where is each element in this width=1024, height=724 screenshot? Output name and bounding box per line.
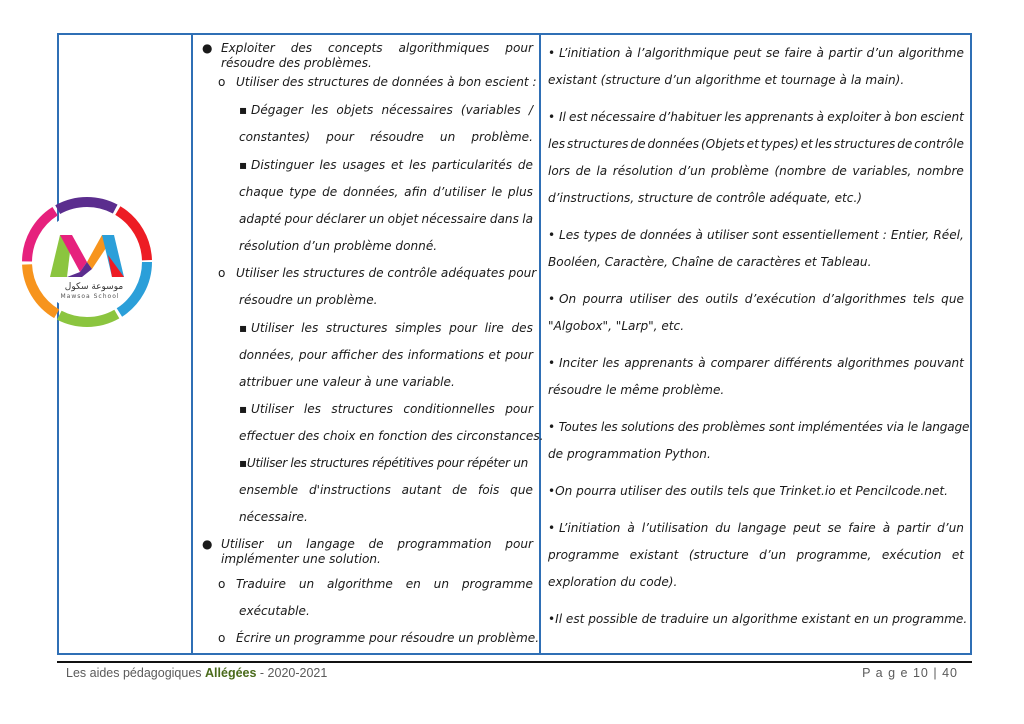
recommendation-text: •Il est possible de traduire un algorithme existant en un programme. xyxy=(548,612,968,626)
recommendation-text: résoudre le même problème. xyxy=(548,383,725,397)
bullet: ● xyxy=(202,41,213,55)
detail-text: attribuer une valeur à une variable. xyxy=(239,375,455,389)
page-separator: | xyxy=(933,666,938,680)
bullet: ● xyxy=(202,537,213,551)
recommendation-text: existant (structure d’un algorithme et tournage à la main). xyxy=(548,73,905,87)
detail-text: nécessaire. xyxy=(239,510,308,524)
recommendation-text: Booléen, Caractère, Chaîne de caractères et Tableau. xyxy=(548,255,872,269)
footer-rule xyxy=(57,661,972,663)
recommendation-text: • Les types de données à utiliser sont essentiellement : Entier, Réel, xyxy=(548,228,964,242)
detail-text: ▪ Distinguer les usages et les particularités de xyxy=(239,158,533,172)
recommendation-text: • Inciter les apprenants à comparer différents algorithmes pouvant xyxy=(548,356,964,370)
content-table xyxy=(57,33,972,655)
recommendation-text: de programmation Python. xyxy=(548,447,711,461)
page-label: P a g e xyxy=(862,666,909,680)
detail-text: adapté pour déclarer un objet nécessaire dans la xyxy=(239,212,533,226)
sub-objective-text: exécutable. xyxy=(239,604,310,618)
logo-graphic xyxy=(22,197,152,327)
circle-bullet: o xyxy=(218,266,226,280)
detail-text: effectuer des choix en fonction des circonstances. xyxy=(239,429,544,443)
circle-bullet: o xyxy=(218,75,226,89)
footer-bold-word: Allégées xyxy=(205,666,257,680)
sub-objective-text: résoudre un problème. xyxy=(239,293,378,307)
recommendations-column xyxy=(543,35,970,653)
objective-text: implémenter une solution. xyxy=(221,552,381,566)
recommendation-text: • Il est nécessaire d’habituer les apprenants à exploiter à bon escient xyxy=(548,110,964,124)
recommendation-text: • Toutes les solutions des problèmes sont implémentées via le langage xyxy=(548,420,970,434)
recommendation-text: d’instructions, structure de contrôle adéquate, etc.) xyxy=(548,191,863,205)
footer-document-title xyxy=(66,666,327,680)
footer-year: - 2020-2021 xyxy=(256,666,328,680)
recommendation-text: lors de la résolution d’un problème (nombre de variables, nombre xyxy=(548,164,964,178)
detail-text: données, pour afficher des informations et pour xyxy=(239,348,533,362)
detail-text: ▪ Utiliser les structures conditionnelles pour xyxy=(239,402,533,416)
recommendation-text: les structures de données (Objets et types) et les structures de contrôle xyxy=(548,137,964,151)
sub-objective-text: Traduire un algorithme en un programme xyxy=(236,577,533,591)
circle-bullet: o xyxy=(218,631,226,645)
page-total: 40 xyxy=(942,666,958,680)
recommendation-text: exploration du code). xyxy=(548,575,678,589)
sub-objective-text: Utiliser des structures de données à bon escient : xyxy=(236,75,537,89)
svg-text:Mawsoa School: Mawsoa School xyxy=(60,293,120,300)
footer-prefix: Les aides pédagogiques xyxy=(66,666,206,680)
objective-text: résoudre des problèmes. xyxy=(221,56,372,70)
svg-text:موسوعة سكول: موسوعة سكول xyxy=(64,282,124,292)
circle-bullet: o xyxy=(218,577,226,591)
recommendation-text: • L’initiation à l’algorithmique peut se faire à partir d’un algorithme xyxy=(548,46,964,60)
sub-objective-text: Utiliser les structures de contrôle adéquates pour xyxy=(236,266,537,280)
logo-column xyxy=(59,35,193,653)
page-indicator xyxy=(862,666,958,680)
recommendation-text: • L’initiation à l’utilisation du langage peut se faire à partir d’un xyxy=(548,521,964,535)
mawsoa-school-logo xyxy=(22,197,152,327)
sub-objective-text: Écrire un programme pour résoudre un problème. xyxy=(236,631,540,645)
detail-text: chaque type de données, afin d’utiliser le plus xyxy=(239,185,533,199)
page-number: 10 xyxy=(912,666,929,680)
detail-text: ▪ Dégager les objets nécessaires (variables / xyxy=(239,103,533,117)
recommendation-text: programme existant (structure d’un programme, exécution et xyxy=(548,548,964,562)
detail-text: résolution d’un problème donné. xyxy=(239,239,438,253)
recommendation-text: •On pourra utiliser des outils tels que Trinket.io et Pencilcode.net. xyxy=(548,484,948,498)
objective-text: Utiliser un langage de programmation pour xyxy=(221,537,533,551)
recommendation-text: • On pourra utiliser des outils d’exécution d’algorithmes tels que xyxy=(548,292,964,306)
detail-text: constantes) pour résoudre un problème. xyxy=(239,130,533,144)
recommendation-text: "Algobox", "Larp", etc. xyxy=(548,319,685,333)
detail-text: ▪Utiliser les structures répétitives pour répéter un xyxy=(239,456,528,470)
detail-text: ▪ Utiliser les structures simples pour lire des xyxy=(239,321,533,335)
objectives-column xyxy=(195,35,544,653)
detail-text: ensemble d'instructions autant de fois que xyxy=(239,483,533,497)
objective-text: Exploiter des concepts algorithmiques pour xyxy=(221,41,533,55)
